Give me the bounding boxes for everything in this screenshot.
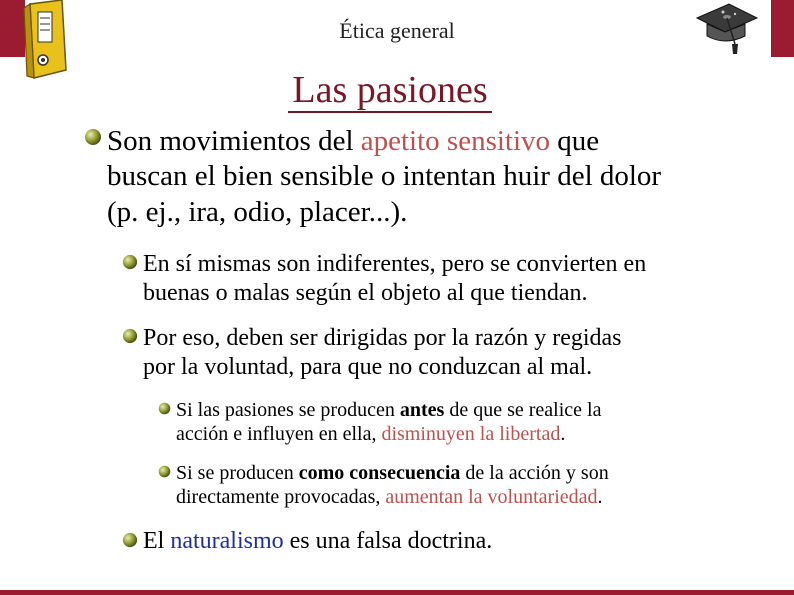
highlight-text-blue: naturalismo — [170, 528, 284, 554]
bullet-2-line-1: En sí mismas son indiferentes, pero se convierten en — [143, 251, 647, 277]
bullet-1 — [107, 124, 787, 230]
bullet-5-line-2 — [176, 485, 786, 509]
sphere-bullet-icon — [158, 402, 171, 415]
header-title: Ética general — [339, 18, 455, 43]
highlight-text: disminuyen la libertad — [381, 423, 561, 446]
sphere-bullet-icon — [122, 254, 138, 270]
text-segment: El — [143, 528, 171, 554]
text-segment: de que se realice la — [444, 399, 602, 421]
bullet-2 — [143, 250, 783, 309]
text-segment: Son movimientos del — [107, 125, 361, 157]
highlight-text: aumentan la voluntariedad — [385, 486, 598, 509]
sphere-bullet-icon — [122, 532, 138, 548]
text-segment: directamente provocadas, — [176, 486, 386, 509]
sphere-bullet-icon — [84, 128, 102, 146]
bullet-4-line-2 — [176, 422, 786, 446]
text-segment: . — [560, 423, 566, 446]
slide-title — [0, 68, 780, 112]
slide-title-text: Las pasiones — [288, 69, 491, 113]
bullet-3-line-1: Por eso, deben ser dirigidas por la razón y regidas — [143, 325, 622, 351]
bullet-3 — [143, 324, 783, 383]
text-segment: acción e influyen en ella, — [176, 423, 382, 446]
slide-header — [0, 0, 794, 63]
sphere-bullet-icon — [158, 465, 171, 478]
bold-text: como consecuencia — [298, 462, 461, 484]
sphere-bullet-icon — [122, 328, 138, 344]
bullet-3-line-2: por la voluntad, para que no conduzcan al mal. — [143, 354, 593, 381]
graduation-cap-icon — [693, 0, 761, 58]
bullet-4 — [176, 398, 786, 447]
highlight-text: apetito sensitivo — [360, 125, 551, 157]
bullet-5-line-1 — [176, 461, 786, 485]
text-segment: Si se producen — [176, 462, 299, 484]
bullet-1-line-3: (p. ej., ira, odio, placer...). — [107, 195, 408, 228]
bullet-5 — [176, 461, 786, 510]
text-segment: de la acción y son — [460, 462, 609, 484]
text-segment: Si las pasiones se producen — [176, 399, 400, 421]
bullet-2-line-2: buenas o malas según el objeto al que tiendan. — [143, 280, 588, 307]
bullet-1-line-1 — [107, 124, 787, 159]
bullet-4-line-1 — [176, 398, 786, 422]
bullet-6 — [143, 527, 783, 556]
bold-text: antes — [399, 399, 445, 421]
bullet-6-line-1 — [143, 527, 783, 556]
text-segment: . — [597, 486, 603, 509]
footer-bar — [0, 590, 794, 595]
text-segment: es una falsa doctrina. — [283, 528, 493, 554]
bullet-1-line-2: buscan el bien sensible o intentan huir del dolor — [107, 160, 662, 193]
text-segment: que — [550, 125, 600, 157]
